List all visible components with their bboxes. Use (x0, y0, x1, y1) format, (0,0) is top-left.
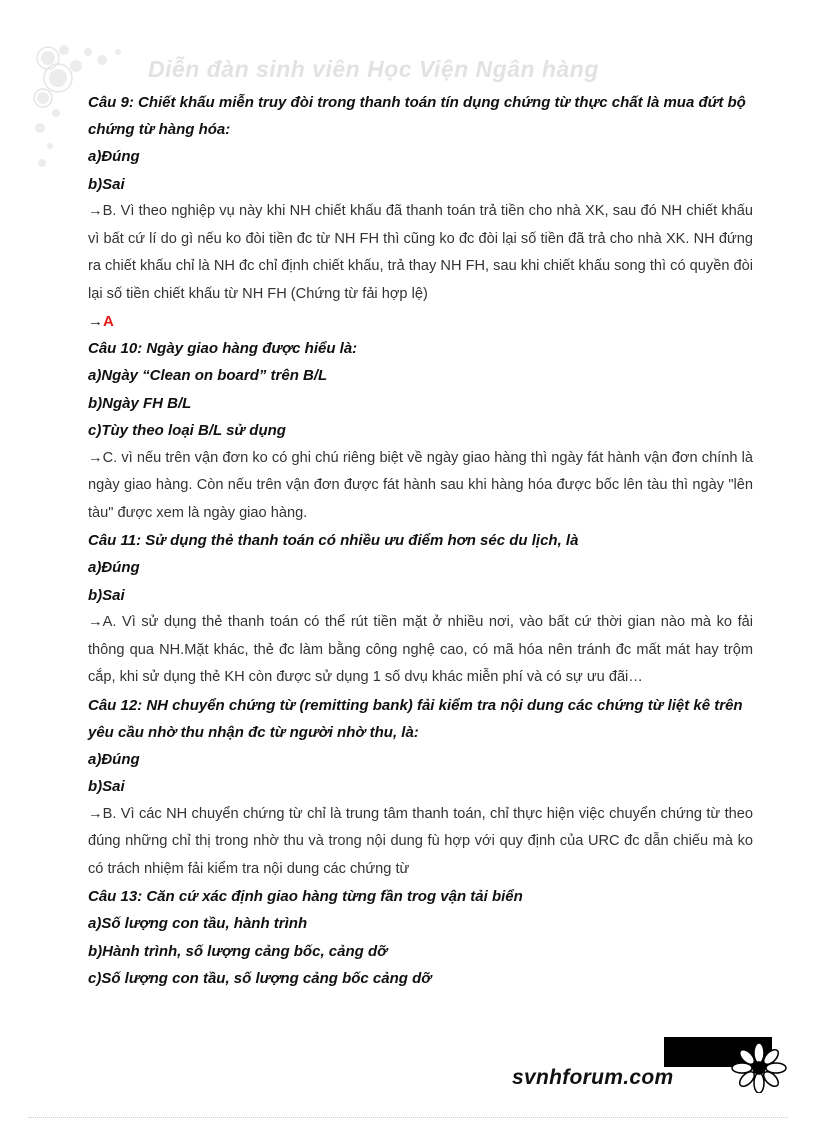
answer-option: a)Đúng (88, 750, 140, 768)
answer-option: b)Hành trình, số lượng cảng bốc, cảng dỡ (88, 942, 388, 960)
answer-highlight (88, 308, 753, 335)
forum-banner: Diễn đàn sinh viên Học Viện Ngân hàng (148, 56, 599, 82)
answer-explanation (88, 445, 753, 528)
footer-divider (28, 1117, 788, 1118)
question-heading: Câu 11: Sử dụng thẻ thanh toán có nhiều ưu điểm hơn séc du lịch, là (88, 532, 579, 549)
daisy-icon (724, 1043, 794, 1093)
question-heading: Câu 10: Ngày giao hàng được hiểu là: (88, 340, 358, 357)
answer-option: b)Sai (88, 778, 125, 795)
answer-option: b)Sai (88, 175, 125, 193)
answer-option: b)Ngày FH B/L (88, 394, 192, 412)
answer-text: A (103, 313, 114, 330)
answer-option: a)Số lượng con tầu, hành trình (88, 915, 308, 932)
question-heading: Câu 13: Căn cứ xác định giao hàng từng fần trog vận tải biển (88, 888, 523, 905)
answer-option: c)Số lượng con tầu, số lượng cảng bốc cảng dỡ (88, 970, 432, 987)
document-body (88, 89, 753, 993)
answer-text: B. Vì theo nghiệp vụ này khi NH chiết khấu đã thanh toán trả tiền cho nhà XK, sau đó NH chiết khấu vì bất cứ lí do gì nếu ko đòi tiền đc từ NH FH thì cũng ko đc đòi lại số tiền đã trả cho nhà XK. NH đứng ra chiết khấu chỉ là NH đc chỉ định chiết khấu, trả thay NH FH, sau khi chiết khấu song thì có quyền đòi lại số tiền chiết khấu từ NH FH (Chứng từ fải hợp lệ) (88, 203, 753, 302)
answer-option: a)Ngày “Clean on board” trên B/L (88, 367, 328, 384)
answer-option: a)Đúng (88, 148, 140, 165)
arrow-icon: → (88, 203, 103, 219)
answer-text: B. Vì các NH chuyển chứng từ chỉ là trung tâm thanh toán, chỉ thực hiện việc chuyển chứng từ theo đúng những chỉ thị trong nhờ thu và trong nội dung fù hợp với quy định của URC đc dẫn chiếu mà ko có trách nhiệm fải kiểm tra nội dung các chứng từ (88, 805, 753, 877)
answer-explanation (88, 198, 753, 308)
answer-explanation (88, 609, 753, 692)
question-heading: Câu 9: Chiết khấu miễn truy đòi trong thanh toán tín dụng chứng từ thực chất là mua đứt bộ chứng từ hàng hóa: (88, 94, 746, 138)
arrow-icon: → (88, 614, 103, 630)
arrow-icon: → (88, 805, 103, 822)
footer-logo: svnhforum.com (512, 1066, 674, 1089)
answer-option: b)Sai (88, 586, 125, 604)
arrow-icon: → (88, 313, 103, 330)
arrow-icon: → (88, 449, 103, 466)
question-heading: Câu 12: NH chuyển chứng từ (remitting bank) fải kiểm tra nội dung các chứng từ liệt kê trên yêu cầu nhờ thu nhận đc từ người nhờ thu, là: (88, 696, 743, 741)
answer-option: a)Đúng (88, 559, 140, 576)
answer-text: A. Vì sử dụng thẻ thanh toán có thể rút tiền mặt ở nhiều nơi, vào bất cứ thời gian nào mà ko fải thông qua NH.Mặt khác, thẻ đc làm bằng công nghệ cao, có mã hóa nên tránh đc mất mát hay trộm cắp, khi sử dụng thẻ KH còn được sử dụng 1 số dvụ khác miễn phí và có sự ưu đãi… (88, 614, 753, 685)
answer-text: C. vì nếu trên vận đơn ko có ghi chú riêng biệt về ngày giao hàng thì ngày fát hành vận đơn chính là ngày giao hàng. Còn nếu trên vận đơn được fát hành sau khi hàng hóa được bốc lên tàu thì ngày "lên tàu" được xem là ngày giao hàng. (88, 449, 753, 521)
answer-option: c)Tùy theo loại B/L sử dụng (88, 422, 286, 439)
answer-explanation (88, 801, 753, 884)
